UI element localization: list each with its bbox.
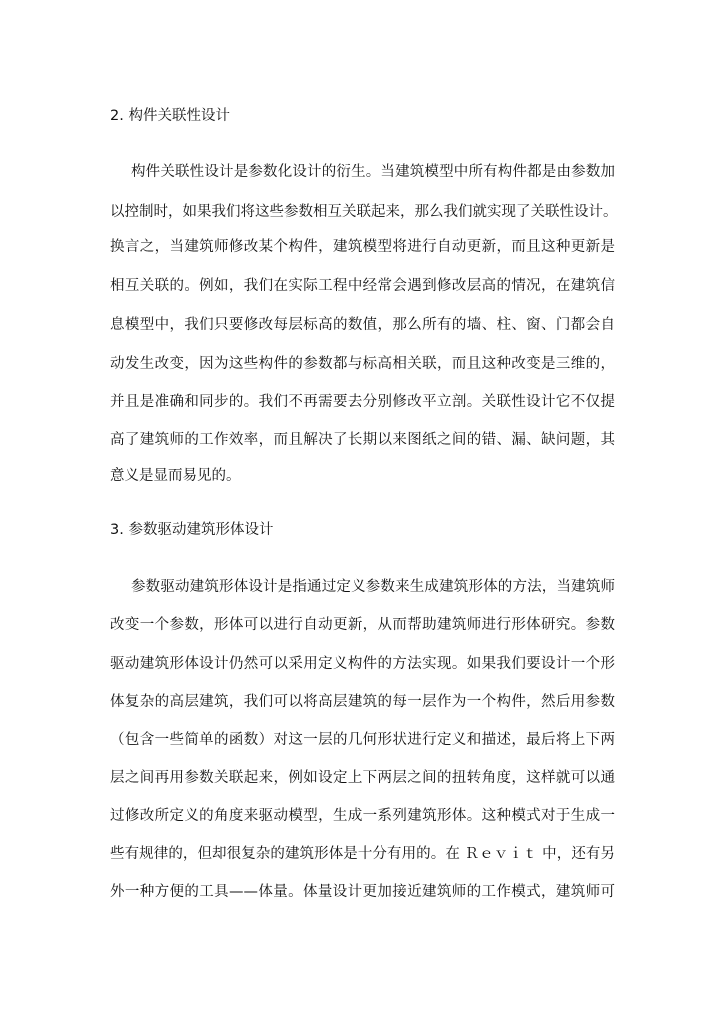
section-2-line-5: 息模型中，我们只要修改每层标高的数值，那么所有的墙、柱、窗、门都会自 (110, 317, 615, 333)
section-2-line-7: 并且是准确和同步的。我们不再需要去分别修改平立剖。关联性设计它不仅提 (110, 394, 615, 410)
section-2-line-3: 换言之，当建筑师修改某个构件，建筑模型将进行自动更新，而且这种更新是 (110, 239, 615, 255)
section-2-heading: 2. 构件关联性设计 (110, 108, 230, 124)
section-2-line-4: 相互关联的。例如，我们在实际工程中经常会遇到修改层高的情况，在建筑信 (110, 278, 615, 294)
section-3-line-1: 参数驱动建筑形体设计是指通过定义参数来生成建筑形体的方法，当建筑师 (131, 579, 615, 595)
section-3-line-9: 外一种方便的工具——体量。体量设计更加接近建筑师的工作模式，建筑师可 (110, 884, 615, 900)
section-2-line-2: 以控制时，如果我们将这些参数相互关联起来，那么我们就实现了关联性设计。 (110, 204, 618, 220)
section-2-line-1: 构件关联性设计是参数化设计的衍生。当建筑模型中所有构件都是由参数加 (131, 164, 615, 180)
section-2-line-8: 高了建筑师的工作效率，而且解决了长期以来图纸之间的错、漏、缺问题，其 (110, 432, 615, 448)
section-3-line-2: 改变一个参数，形体可以进行自动更新，从而帮助建筑师进行形体研究。参数 (110, 617, 615, 633)
section-3-line-7: 过修改所定义的角度来驱动模型，生成一系列建筑形体。这种模式对于生成一 (110, 808, 615, 824)
section-3-line-6: 层之间再用参数关联起来，例如设定上下两层之间的扭转角度，这样就可以通 (110, 770, 615, 786)
section-3-line-3: 驱动建筑形体设计仍然可以采用定义构件的方法实现。如果我们要设计一个形 (110, 656, 615, 672)
section-3-line-8: 些有规律的，但却很复杂的建筑形体是十分有用的。在 Ｒｅｖｉｔ 中，还有另 (110, 846, 615, 862)
section-2-line-6: 动发生改变，因为这些构件的参数都与标高相关联，而且这种改变是三维的， (110, 356, 615, 372)
section-3-line-4: 体复杂的高层建筑，我们可以将高层建筑的每一层作为一个构件，然后用参数 (110, 694, 615, 710)
section-3-heading: 3. 参数驱动建筑形体设计 (110, 522, 274, 538)
section-2-line-9: 意义是显而易见的。 (110, 468, 241, 484)
section-3-line-5: （包含一些简单的函数）对这一层的几何形状进行定义和描述，最后将上下两 (110, 732, 615, 748)
